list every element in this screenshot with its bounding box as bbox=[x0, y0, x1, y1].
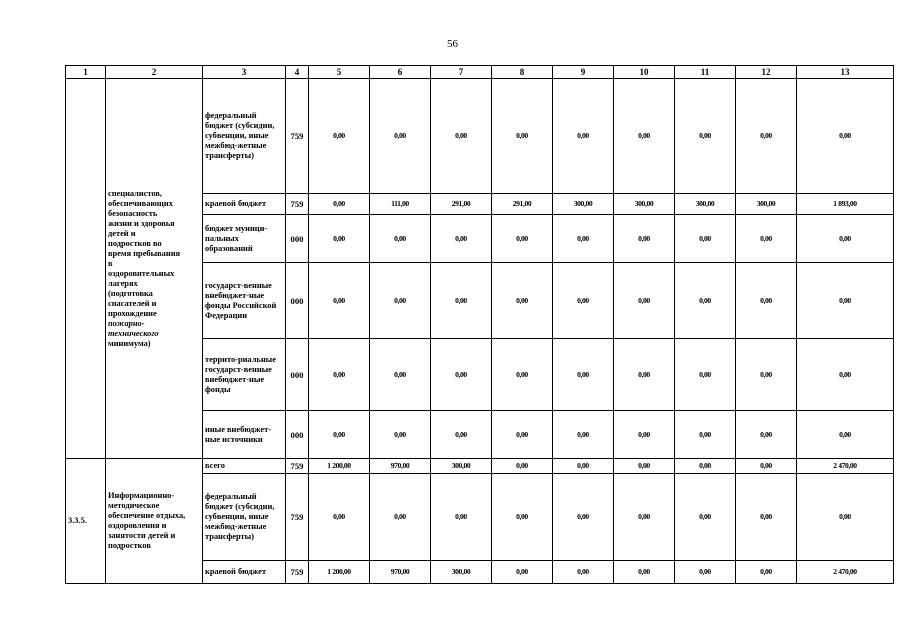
value-cell: 0,00 bbox=[675, 561, 736, 584]
value-cell: 970,00 bbox=[370, 561, 431, 584]
funding-source-cell: иные внебюджет-ные источники bbox=[203, 411, 286, 459]
value-cell: 0,00 bbox=[431, 339, 492, 411]
value-cell: 0,00 bbox=[553, 339, 614, 411]
code-cell: 000 bbox=[286, 339, 309, 411]
value-cell: 0,00 bbox=[492, 474, 553, 561]
value-cell: 300,00 bbox=[431, 561, 492, 584]
value-cell: 0,00 bbox=[492, 411, 553, 459]
value-cell: 0,00 bbox=[736, 263, 797, 339]
description-line: технического bbox=[108, 328, 159, 338]
value-cell: 0,00 bbox=[675, 339, 736, 411]
value-cell: 0,00 bbox=[736, 215, 797, 263]
code-cell: 000 bbox=[286, 263, 309, 339]
funding-source-cell: краевой бюджет bbox=[203, 561, 286, 584]
value-cell: 0,00 bbox=[370, 339, 431, 411]
value-cell: 0,00 bbox=[614, 215, 675, 263]
description-line: оздоровительных bbox=[108, 268, 175, 278]
value-cell: 970,00 bbox=[370, 459, 431, 474]
funding-source-cell: федеральный бюджет (субсидии, субвенции, иные межбюд-жетные трансферты) bbox=[203, 474, 286, 561]
description-line: пожарно- bbox=[108, 318, 145, 328]
value-cell: 0,00 bbox=[675, 459, 736, 474]
value-cell: 0,00 bbox=[492, 79, 553, 194]
value-cell: 0,00 bbox=[736, 474, 797, 561]
value-cell: 1 200,00 bbox=[309, 561, 370, 584]
value-cell: 0,00 bbox=[370, 263, 431, 339]
value-cell: 0,00 bbox=[614, 79, 675, 194]
value-cell: 0,00 bbox=[309, 411, 370, 459]
value-cell: 0,00 bbox=[492, 215, 553, 263]
code-cell: 759 bbox=[286, 459, 309, 474]
description-line: детей и bbox=[108, 228, 136, 238]
code-cell: 759 bbox=[286, 79, 309, 194]
value-cell: 0,00 bbox=[492, 561, 553, 584]
value-cell: 0,00 bbox=[614, 459, 675, 474]
value-cell: 0,00 bbox=[797, 215, 894, 263]
value-cell: 0,00 bbox=[675, 215, 736, 263]
description-line: (подготовка bbox=[108, 288, 153, 298]
column-header-3: 3 bbox=[203, 66, 286, 79]
funding-source-cell: террито-риальные государст-венные внебюджет-ные фонды bbox=[203, 339, 286, 411]
value-cell: 0,00 bbox=[553, 79, 614, 194]
value-cell: 0,00 bbox=[614, 561, 675, 584]
value-cell: 0,00 bbox=[614, 339, 675, 411]
column-header-11: 11 bbox=[675, 66, 736, 79]
value-cell: 0,00 bbox=[553, 474, 614, 561]
value-cell: 0,00 bbox=[675, 411, 736, 459]
value-cell: 0,00 bbox=[492, 339, 553, 411]
table-row bbox=[66, 79, 894, 194]
description-line: обеспечивающих bbox=[108, 198, 173, 208]
value-cell: 0,00 bbox=[492, 263, 553, 339]
description-line: в bbox=[108, 258, 113, 268]
value-cell: 0,00 bbox=[309, 263, 370, 339]
description-line: подростков во bbox=[108, 238, 162, 248]
code-cell: 759 bbox=[286, 561, 309, 584]
column-header-13: 13 bbox=[797, 66, 894, 79]
value-cell: 300,00 bbox=[431, 459, 492, 474]
value-cell: 0,00 bbox=[431, 215, 492, 263]
value-cell: 0,00 bbox=[370, 215, 431, 263]
value-cell: 111,00 bbox=[370, 194, 431, 215]
column-header-10: 10 bbox=[614, 66, 675, 79]
value-cell: 300,00 bbox=[736, 194, 797, 215]
value-cell: 0,00 bbox=[797, 474, 894, 561]
description-line: безопасность bbox=[108, 208, 158, 218]
description-line: прохождение bbox=[108, 308, 157, 318]
column-header-8: 8 bbox=[492, 66, 553, 79]
value-cell: 0,00 bbox=[553, 215, 614, 263]
value-cell: 0,00 bbox=[431, 79, 492, 194]
item-index-cell bbox=[66, 79, 106, 459]
value-cell: 0,00 bbox=[675, 474, 736, 561]
value-cell: 0,00 bbox=[675, 79, 736, 194]
value-cell: 0,00 bbox=[736, 411, 797, 459]
value-cell: 0,00 bbox=[736, 339, 797, 411]
column-header-12: 12 bbox=[736, 66, 797, 79]
column-header-2: 2 bbox=[106, 66, 203, 79]
value-cell: 291,00 bbox=[431, 194, 492, 215]
value-cell: 0,00 bbox=[797, 79, 894, 194]
description-line: специалистов, bbox=[108, 188, 163, 198]
code-cell: 000 bbox=[286, 215, 309, 263]
description-line: жизни и здоровья bbox=[108, 218, 175, 228]
value-cell: 0,00 bbox=[370, 411, 431, 459]
value-cell: 0,00 bbox=[736, 561, 797, 584]
value-cell: 2 470,00 bbox=[797, 459, 894, 474]
value-cell: 0,00 bbox=[797, 411, 894, 459]
description-line: лагерях bbox=[108, 278, 138, 288]
column-header-4: 4 bbox=[286, 66, 309, 79]
value-cell: 0,00 bbox=[553, 263, 614, 339]
value-cell: 0,00 bbox=[553, 411, 614, 459]
value-cell: 0,00 bbox=[736, 459, 797, 474]
header-row bbox=[66, 66, 894, 79]
column-header-9: 9 bbox=[553, 66, 614, 79]
code-cell: 759 bbox=[286, 474, 309, 561]
funding-source-cell: государст-венные внебюджет-ные фонды Российской Федерации bbox=[203, 263, 286, 339]
item-description-cell: Информационно-методическое обеспечение отдыха, оздоровления и занятости детей и подростков bbox=[106, 459, 203, 584]
value-cell: 0,00 bbox=[370, 474, 431, 561]
value-cell: 0,00 bbox=[431, 474, 492, 561]
table-row bbox=[66, 459, 894, 474]
column-header-7: 7 bbox=[431, 66, 492, 79]
description-line: спасателей и bbox=[108, 298, 157, 308]
funding-source-cell: бюджет муници-пальных образований bbox=[203, 215, 286, 263]
funding-source-cell: федеральный бюджет (субсидии, субвенции, иные межбюд-жетные трансферты) bbox=[203, 79, 286, 194]
funding-source-cell: всего bbox=[203, 459, 286, 474]
code-cell: 759 bbox=[286, 194, 309, 215]
column-header-6: 6 bbox=[370, 66, 431, 79]
value-cell: 1 893,00 bbox=[797, 194, 894, 215]
value-cell: 0,00 bbox=[553, 561, 614, 584]
value-cell: 0,00 bbox=[614, 263, 675, 339]
value-cell: 291,00 bbox=[492, 194, 553, 215]
item-description-cell bbox=[106, 79, 203, 459]
value-cell: 0,00 bbox=[309, 215, 370, 263]
value-cell: 0,00 bbox=[492, 459, 553, 474]
value-cell: 2 470,00 bbox=[797, 561, 894, 584]
value-cell: 300,00 bbox=[675, 194, 736, 215]
value-cell: 0,00 bbox=[553, 459, 614, 474]
value-cell: 0,00 bbox=[614, 411, 675, 459]
value-cell: 0,00 bbox=[309, 339, 370, 411]
description-line: время пребывания bbox=[108, 248, 181, 258]
column-header-1: 1 bbox=[66, 66, 106, 79]
value-cell: 1 200,00 bbox=[309, 459, 370, 474]
description-line: минимума) bbox=[108, 338, 151, 348]
value-cell: 0,00 bbox=[797, 339, 894, 411]
value-cell: 0,00 bbox=[431, 263, 492, 339]
column-header-5: 5 bbox=[309, 66, 370, 79]
value-cell: 0,00 bbox=[431, 411, 492, 459]
value-cell: 0,00 bbox=[675, 263, 736, 339]
value-cell: 0,00 bbox=[797, 263, 894, 339]
value-cell: 300,00 bbox=[553, 194, 614, 215]
value-cell: 0,00 bbox=[309, 79, 370, 194]
value-cell: 300,00 bbox=[614, 194, 675, 215]
value-cell: 0,00 bbox=[370, 79, 431, 194]
value-cell: 0,00 bbox=[309, 474, 370, 561]
code-cell: 000 bbox=[286, 411, 309, 459]
value-cell: 0,00 bbox=[309, 194, 370, 215]
funding-source-cell: краевой бюджет bbox=[203, 194, 286, 215]
value-cell: 0,00 bbox=[614, 474, 675, 561]
value-cell: 0,00 bbox=[736, 79, 797, 194]
budget-table bbox=[65, 65, 894, 584]
page-number: 56 bbox=[447, 38, 458, 50]
item-index-cell: 3.3.5. bbox=[66, 459, 106, 584]
